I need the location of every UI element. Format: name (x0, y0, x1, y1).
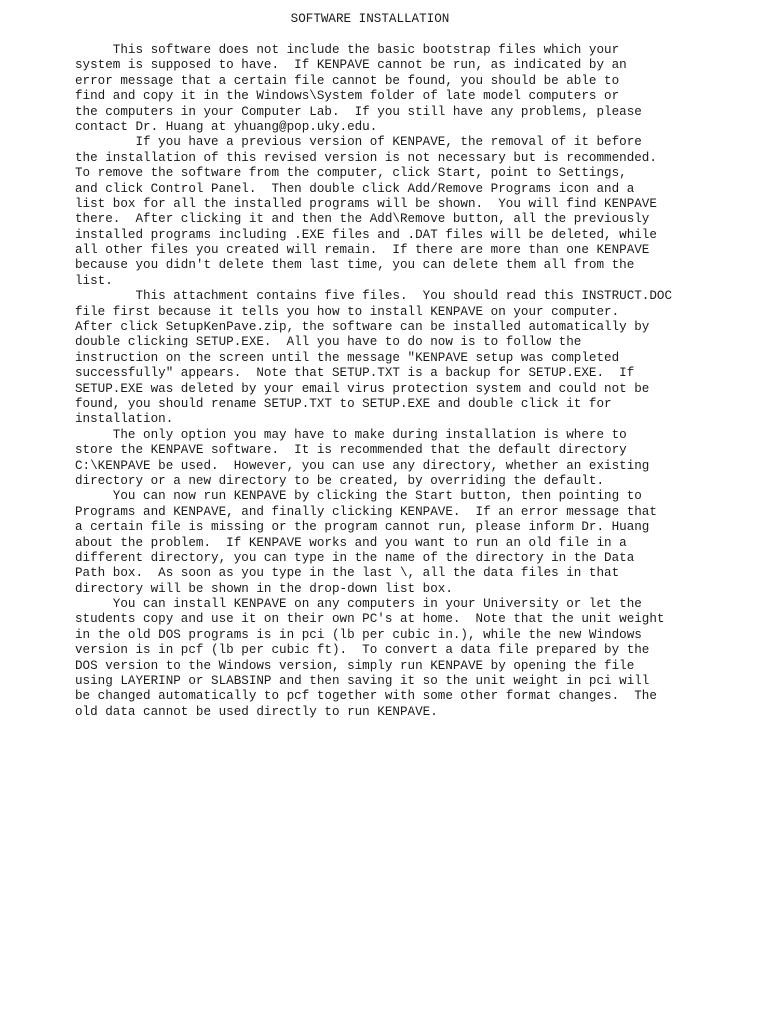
text-line: instruction on the screen until the message "KENPAVE setup was completed (75, 350, 620, 365)
text-line: Programs and KENPAVE, and finally clicking KENPAVE. If an error message that (75, 504, 657, 519)
document-title: SOFTWARE INSTALLATION (290, 12, 450, 26)
text-line: After click SetupKenPave.zip, the software can be installed automatically by (75, 320, 650, 335)
text-line: successfully" appears. Note that SETUP.TXT is a backup for SETUP.EXE. If (75, 366, 635, 381)
text-line: about the problem. If KENPAVE works and you want to run an old file in a (75, 535, 627, 550)
text-line: version is in pcf (lb per cubic ft). To convert a data file prepared by the (75, 643, 650, 658)
text-line: error message that a certain file cannot be found, you should be able to (75, 73, 620, 88)
text-line: directory or a new directory to be created, by overriding the default. (75, 473, 605, 488)
text-line: You can install KENPAVE on any computers in your University or let the (75, 597, 642, 612)
text-line: the installation of this revised version is not necessary but is recommended. (75, 150, 657, 165)
text-line: using LAYERINP or SLABSINP and then saving it so the unit weight in pci will (75, 674, 650, 689)
text-line: Path box. As soon as you type in the last \, all the data files in that (75, 566, 620, 581)
text-line: students copy and use it on their own PC's at home. Note that the unit weight (75, 612, 665, 627)
text-line: the computers in your Computer Lab. If you still have any problems, please (75, 104, 642, 119)
text-line: double clicking SETUP.EXE. All you have to do now is to follow the (75, 335, 582, 350)
text-line: store the KENPAVE software. It is recommended that the default directory (75, 443, 627, 458)
text-line: installed programs including .EXE files and .DAT files will be deleted, while (75, 227, 657, 242)
text-line: a certain file is missing or the program cannot run, please inform Dr. Huang (75, 520, 650, 535)
text-line: DOS version to the Windows version, simply run KENPAVE by opening the file (75, 658, 635, 673)
text-line: list box for all the installed programs will be shown. You will find KENPAVE (75, 196, 657, 211)
text-line: This software does not include the basic bootstrap files which your (75, 43, 620, 57)
text-line: list. (75, 273, 113, 288)
text-line: because you didn't delete them last time, you can delete them all from the (75, 258, 635, 273)
text-line: be changed automatically to pcf together with some other format changes. The (75, 689, 657, 704)
text-line: C:\KENPAVE be used. However, you can use any directory, whether an existing (75, 458, 650, 473)
text-line: in the old DOS programs is in pci (lb per cubic in.), while the new Windows (75, 627, 642, 642)
text-line: You can now run KENPAVE by clicking the Start button, then pointing to (75, 489, 642, 504)
text-line: This attachment contains five files. You should read this INSTRUCT.DOC (75, 289, 673, 304)
document-body (75, 43, 755, 720)
text-line: installation. (75, 412, 174, 427)
text-line: SETUP.EXE was deleted by your email virus protection system and could not be (75, 381, 650, 396)
text-line: If you have a previous version of KENPAVE, the removal of it before (75, 135, 642, 150)
text-line: The only option you may have to make during installation is where to (75, 427, 627, 442)
text-line: system is supposed to have. If KENPAVE cannot be run, as indicated by an (75, 58, 627, 73)
text-line: find and copy it in the Windows\System folder of late model computers or (75, 89, 620, 104)
text-line: different directory, you can type in the name of the directory in the Data (75, 550, 635, 565)
text-line: contact Dr. Huang at yhuang@pop.uky.edu. (75, 119, 378, 134)
text-line: directory will be shown in the drop-down list box. (75, 581, 453, 596)
text-line: and click Control Panel. Then double click Add/Remove Programs icon and a (75, 181, 635, 196)
text-line: old data cannot be used directly to run KENPAVE. (75, 704, 438, 719)
text-line: found, you should rename SETUP.TXT to SETUP.EXE and double click it for (75, 396, 612, 411)
text-line: To remove the software from the computer, click Start, point to Settings, (75, 166, 627, 181)
text-line: all other files you created will remain. If there are more than one KENPAVE (75, 243, 650, 258)
text-line: file first because it tells you how to install KENPAVE on your computer. (75, 304, 620, 319)
text-line: there. After clicking it and then the Add\Remove button, all the previously (75, 212, 650, 227)
